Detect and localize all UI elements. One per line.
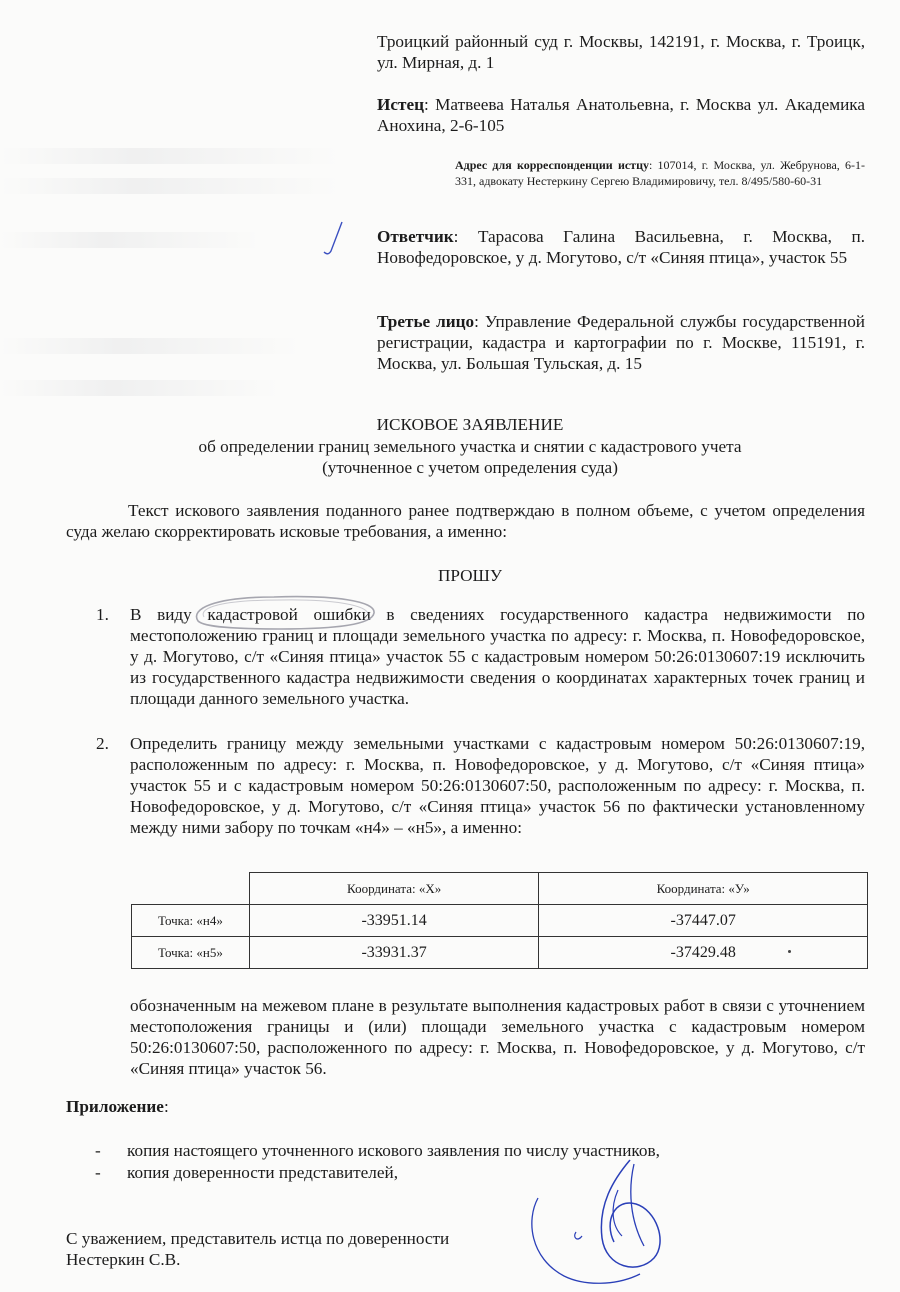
- attachments-colon: :: [163, 1097, 169, 1116]
- table-x-value: -33951.14: [249, 905, 539, 937]
- attachments-heading: [66, 1096, 865, 1117]
- table-y-value: -37447.07: [539, 905, 868, 937]
- attachment-text: копия доверенности представителей,: [127, 1163, 398, 1182]
- respondent-block: [377, 226, 865, 268]
- table-corner-cell: [132, 873, 250, 905]
- correspondence-block: [455, 157, 865, 189]
- request-heading: ПРОШУ: [437, 566, 503, 585]
- scan-shadow: [0, 380, 280, 396]
- attachments-label: Приложение: [66, 1097, 164, 1116]
- table-point-label: Точка: «н4»: [132, 905, 250, 937]
- table-y-value: -37429.48: [539, 937, 868, 969]
- document-subtitle-note: (уточненное с учетом определения суда): [322, 458, 618, 477]
- third-party-label: Третье лицо: [377, 312, 475, 331]
- scan-shadow: [0, 232, 260, 248]
- document-title: ИСКОВОЕ ЗАЯВЛЕНИЕ: [376, 415, 564, 434]
- correspondence-label: Адрес для корреспонденции истцу: [455, 158, 649, 172]
- item-number: 1.: [96, 605, 109, 624]
- item-number: 2.: [96, 734, 109, 753]
- signatory-name: Нестеркин С.В.: [66, 1250, 181, 1269]
- list-dash: -: [95, 1163, 101, 1182]
- stray-mark: [788, 950, 791, 953]
- table-row: [132, 937, 868, 969]
- court-address: Троицкий районный суд г. Москвы, 142191, г. Москва, г. Троицк, ул. Мирная, д. 1: [377, 32, 865, 72]
- signoff-line: С уважением, представитель истца по доверенности: [66, 1229, 450, 1248]
- table-header-x: Координата: «X»: [249, 873, 539, 905]
- list-dash: -: [95, 1141, 101, 1160]
- pencil-circle-mark: [184, 591, 386, 635]
- table-header-row: [132, 873, 868, 905]
- table-x-value: -33931.37: [249, 937, 539, 969]
- plaintiff-text: : Матвеева Наталья Анатольевна, г. Москва ул. Академика Анохина, 2-6-105: [377, 95, 865, 135]
- intro-paragraph: Текст искового заявления поданного ранее подтверждаю в полном объеме, с учетом определения суда желаю скорректировать исковые требования, а именно:: [66, 501, 865, 541]
- item-text: В виду кадастровой ошибки в сведениях государственного кадастра недвижимости по местоположению границ и площади земельного участка по адресу: г. Москва, п. Новофедоровское, у д. Могутово, с/т «Синяя птица» участок 55 с кадастровым номером 50:26:0130607:19 исключить из государственного кадастра недвижимости сведения о координатах характерных точек границ и площади данного земельного участка.: [130, 605, 865, 708]
- pen-check-mark: [318, 218, 348, 260]
- third-party-text: : Управление Федеральной службы государственной регистрации, кадастра и картографии по г. Москве, 115191, г. Москва, ул. Большая Тульская, д. 15: [377, 312, 865, 373]
- respondent-text: : Тарасова Галина Васильевна, г. Москва, п. Новофедоровское, у д. Могутово, с/т «Синяя птица», участок 55: [377, 227, 865, 267]
- table-header-y: Координата: «У»: [539, 873, 868, 905]
- handwritten-signature: [518, 1150, 688, 1290]
- after-table-paragraph: обозначенным на межевом плане в результате выполнения кадастровых работ в связи с уточнением местоположения границы и (или) площади земельного участка с кадастровым номером 50:26:0130607:50, расположенного по адресу: г. Москва, п. Новофедоровское, у д. Могутово, с/т «Синяя птица» участок 56.: [130, 996, 865, 1078]
- correspondence-text: : 107014, г. Москва, ул. Жебрунова, 6-1-331, адвокату Нестеркину Сергею Владимировичу, тел. 8/495/580-60-31: [455, 158, 865, 188]
- scan-shadow: [0, 148, 340, 164]
- table-row: [132, 905, 868, 937]
- plaintiff-label: Истец: [377, 95, 424, 114]
- plaintiff-block: [377, 94, 865, 136]
- item-text: Определить границу между земельными участками с кадастровым номером 50:26:0130607:19, расположенным по адресу: г. Москва, п. Новофедоровское, у д. Могутово, с/т «Синяя птица» участок 55 и с кадастровым номером 50:26:0130607:50, расположенным по адресу: г. Москва, п. Новофедоровское, у д. Могутово, с/т «Синяя птица» участок 56 по фактически установленному между ними забору по точкам «н4» – «н5», а именно:: [130, 734, 865, 837]
- request-item-2: [96, 733, 865, 838]
- scan-shadow: [0, 178, 340, 194]
- respondent-label: Ответчик: [377, 227, 454, 246]
- attachment-text: копия настоящего уточненного искового заявления по числу участников,: [127, 1141, 660, 1160]
- third-party-block: [377, 311, 865, 374]
- coordinates-table: [131, 872, 868, 969]
- attachment-item: [95, 1162, 865, 1183]
- table-point-label: Точка: «н5»: [132, 937, 250, 969]
- attachment-item: [95, 1140, 865, 1161]
- document-subtitle: об определении границ земельного участка и снятии с кадастрового учета: [198, 437, 742, 456]
- scan-shadow: [0, 338, 300, 354]
